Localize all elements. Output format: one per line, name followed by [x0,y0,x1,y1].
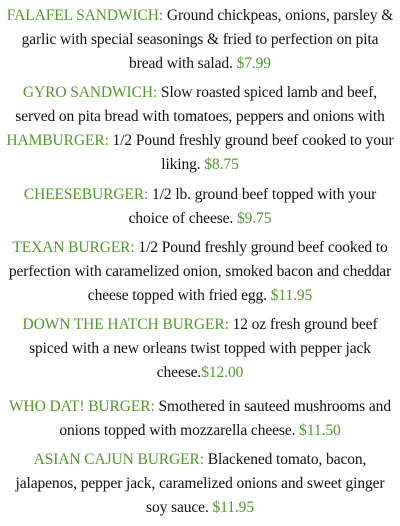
item-name: TEXAN BURGER: [12,239,135,256]
item-price: $11.95 [270,287,313,304]
item-description: Blackened tomato, bacon, jalapenos, pepper jack, caramelized onions and sweet ginger soy sauce. [15,451,385,516]
menu-item-falafel-sandwich [6,4,394,76]
item-name: GYRO SANDWICH: [22,84,158,101]
menu-item-down-the-hatch-burger [6,313,394,385]
item-description: 1/2 lb. ground beef topped with your choice of cheese. [128,186,377,227]
menu-item-who-dat-burger [6,395,394,443]
item-price: $12.00 [201,364,244,381]
item-price: $7.99 [236,55,271,72]
item-description: Smothered in sauteed mushrooms and onions topped with mozzarella cheese. [59,398,391,439]
item-description: Ground chickpeas, onions, parsley & garlic with special seasonings & fried to perfection on pita bread with salad. [21,7,394,72]
menu-item-asian-cajun-burger [6,448,394,520]
item-name: FALAFEL SANDWICH: [6,7,164,24]
item-name: HAMBURGER: [6,132,109,149]
item-description: 1/2 Pound freshly ground beef cooked to your liking. [108,132,394,173]
menu-item-cheeseburger [6,183,394,231]
item-name: DOWN THE HATCH BURGER: [22,316,229,333]
item-description: 1/2 Pound freshly ground beef cooked to perfection with caramelized onion, smoked bacon and cheddar cheese topped with fried egg. [8,239,392,304]
menu-item-gyro-sandwich [6,81,394,129]
item-description: 12 oz fresh ground beef spiced with a new orleans twist topped with pepper jack cheese. [29,316,378,381]
item-price: $8.75 [204,156,239,173]
menu-item-hamburger [6,129,394,177]
item-price: $11.95 [212,499,254,516]
item-name: ASIAN CAJUN BURGER: [33,451,204,468]
menu-item-texan-burger [6,236,394,308]
item-price: $9.75 [236,210,272,227]
item-name: WHO DAT! BURGER: [9,398,155,415]
item-description: Slow roasted spiced lamb and beef, served on pita bread with tomatoes, peppers and onions with [15,84,385,125]
item-price: $11.50 [299,422,341,439]
item-name: CHEESEBURGER: [23,186,149,203]
